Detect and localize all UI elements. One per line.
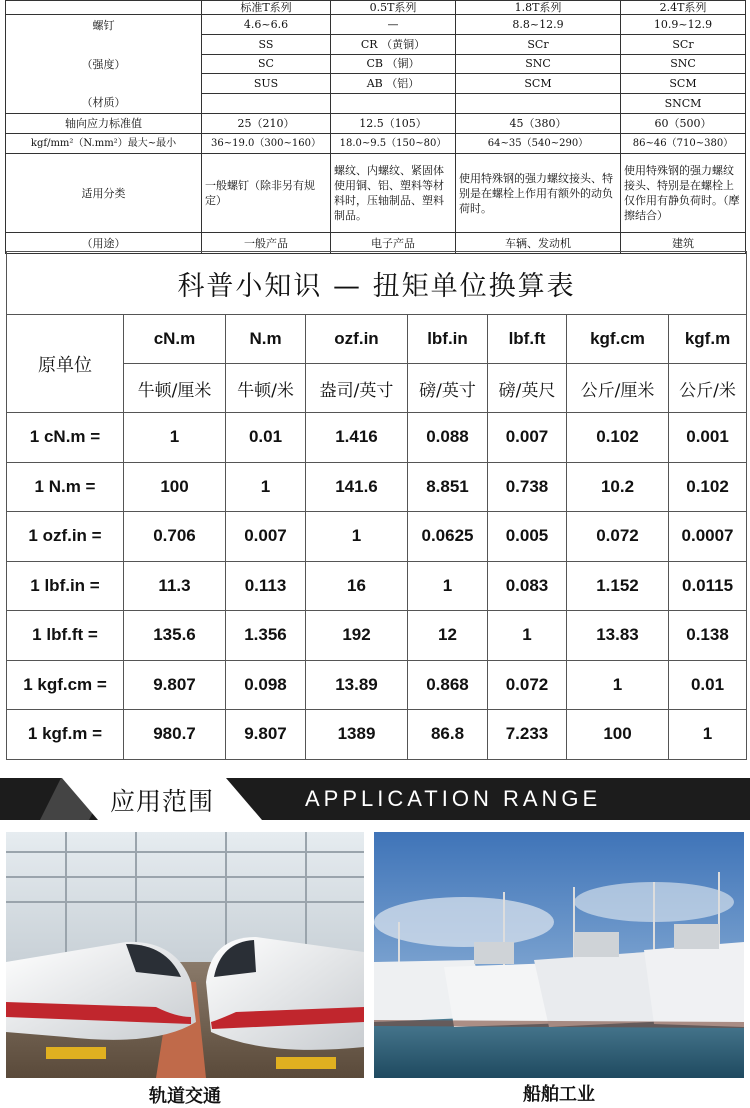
- strength-label: （强度）: [81, 57, 126, 71]
- value-cell: 1: [408, 561, 488, 611]
- unit-header: cN.m: [124, 315, 226, 364]
- photo-caption: 船舶工业: [523, 1084, 595, 1105]
- value-cell: 100: [567, 710, 669, 760]
- value-cell: 1: [306, 512, 408, 562]
- value-cell: 12: [408, 611, 488, 661]
- value-cell: 0.01: [669, 660, 747, 710]
- value-cell: 9.807: [124, 660, 226, 710]
- axial-cell: 12.5（105）: [331, 114, 456, 134]
- application-cell: 一般螺钉（除非另有规定）: [202, 154, 331, 233]
- unit-header: ozf.in: [306, 315, 408, 364]
- header-cell: 0.5T系列: [331, 1, 456, 15]
- value-cell: 11.3: [124, 561, 226, 611]
- unit-header-cn: 公斤/米: [669, 364, 747, 413]
- row-label: 1 N.m =: [7, 462, 124, 512]
- axial-label: 轴向应力标准值: [6, 114, 202, 134]
- value-cell: 1.356: [226, 611, 306, 661]
- train-photo: [6, 832, 364, 1078]
- material-cell: CR （黄铜）: [331, 34, 456, 54]
- material-cell: SNC: [456, 54, 621, 74]
- value-cell: 0.0625: [408, 512, 488, 562]
- value-cell: 0.102: [567, 413, 669, 463]
- value-cell: 0.138: [669, 611, 747, 661]
- value-cell: 0.083: [488, 561, 567, 611]
- value-cell: 1.152: [567, 561, 669, 611]
- use-label: （用途）: [6, 233, 202, 254]
- axial-cell: 45（380）: [456, 114, 621, 134]
- value-cell: 0.007: [226, 512, 306, 562]
- unit-header-cn: 牛顿/厘米: [124, 364, 226, 413]
- application-range-banner: [0, 778, 750, 820]
- table-row: [7, 710, 747, 760]
- banner-title-cn: 应用范围: [110, 787, 215, 816]
- value-cell: 141.6: [306, 462, 408, 512]
- material-cell: SCM: [456, 74, 621, 94]
- material-cell: [331, 94, 456, 114]
- value-cell: 100: [124, 462, 226, 512]
- row-label: 1 cN.m =: [7, 413, 124, 463]
- material-cell: SNCM: [621, 94, 746, 114]
- value-cell: 8.851: [408, 462, 488, 512]
- material-label: （材质）: [81, 96, 126, 109]
- unit-header: lbf.in: [408, 315, 488, 364]
- grade-cell: —: [331, 15, 456, 35]
- grade-table: [5, 0, 746, 254]
- photo-caption: 轨道交通: [149, 1086, 221, 1107]
- value-cell: 13.89: [306, 660, 408, 710]
- unit-header-cn: 公斤/厘米: [567, 364, 669, 413]
- value-cell: 0.706: [124, 512, 226, 562]
- table-row: [7, 611, 747, 661]
- header-cell: 2.4T系列: [621, 1, 746, 15]
- row-label: 1 kgf.cm =: [7, 660, 124, 710]
- grade-cell: 10.9~12.9: [621, 15, 746, 35]
- material-cell: AB （铝）: [331, 74, 456, 94]
- unit-header: kgf.cm: [567, 315, 669, 364]
- material-cell: SNC: [621, 54, 746, 74]
- value-cell: 0.005: [488, 512, 567, 562]
- material-cell: CB （铜）: [331, 54, 456, 74]
- table-row: [7, 512, 747, 562]
- value-cell: 16: [306, 561, 408, 611]
- screw-label: 螺钉: [92, 19, 115, 32]
- value-cell: 135.6: [124, 611, 226, 661]
- material-cell: SS: [202, 34, 331, 54]
- kgf-cell: 18.0~9.5（150~80）: [331, 134, 456, 154]
- unit-header: lbf.ft: [488, 315, 567, 364]
- material-cell: [202, 94, 331, 114]
- application-cell: 螺纹、内螺纹、紧固体使用铜、铝、塑料等材料时，压轴制品、塑料制品。: [331, 154, 456, 233]
- material-cell: SCr: [456, 34, 621, 54]
- grade-cell: 8.8~12.9: [456, 15, 621, 35]
- value-cell: 0.001: [669, 413, 747, 463]
- value-cell: 0.0115: [669, 561, 747, 611]
- value-cell: 7.233: [488, 710, 567, 760]
- row-label: 1 ozf.in =: [7, 512, 124, 562]
- value-cell: 10.2: [567, 462, 669, 512]
- value-cell: 0.098: [226, 660, 306, 710]
- table-row: [7, 462, 747, 512]
- use-cell: 建筑: [621, 233, 746, 254]
- value-cell: 1: [124, 413, 226, 463]
- axial-cell: 60（500）: [621, 114, 746, 134]
- value-cell: 1: [226, 462, 306, 512]
- value-cell: 0.102: [669, 462, 747, 512]
- use-cell: 一般产品: [202, 233, 331, 254]
- value-cell: 1.416: [306, 413, 408, 463]
- material-cell: SCr: [621, 34, 746, 54]
- value-cell: 9.807: [226, 710, 306, 760]
- use-cell: 电子产品: [331, 233, 456, 254]
- header-cell: 标准T系列: [202, 1, 331, 15]
- value-cell: 0.072: [567, 512, 669, 562]
- original-unit-label: 原单位: [7, 315, 124, 413]
- material-cell: SCM: [621, 74, 746, 94]
- value-cell: 0.868: [408, 660, 488, 710]
- kgf-label: kgf/mm²（N.mm²）最大~最小: [6, 134, 202, 154]
- unit-header-cn: 牛顿/米: [226, 364, 306, 413]
- torque-table: [6, 251, 747, 760]
- value-cell: 1389: [306, 710, 408, 760]
- grade-cell: 4.6~6.6: [202, 15, 331, 35]
- torque-table-title: 科普小知识 — 扭矩单位换算表: [7, 252, 747, 315]
- header-blank: [6, 1, 202, 15]
- unit-header: kgf.m: [669, 315, 747, 364]
- row-label: 1 lbf.ft =: [7, 611, 124, 661]
- value-cell: 0.072: [488, 660, 567, 710]
- torque-conversion-table: [6, 251, 746, 763]
- table-row: [7, 660, 747, 710]
- value-cell: 0.738: [488, 462, 567, 512]
- unit-header-cn: 磅/英寸: [408, 364, 488, 413]
- row-label: 1 kgf.m =: [7, 710, 124, 760]
- banner-title-en: APPLICATION RANGE: [305, 786, 602, 811]
- material-cell: SC: [202, 54, 331, 74]
- row-label: 1 lbf.in =: [7, 561, 124, 611]
- value-cell: 1: [669, 710, 747, 760]
- value-cell: 0.007: [488, 413, 567, 463]
- value-cell: 1: [567, 660, 669, 710]
- axial-cell: 25（210）: [202, 114, 331, 134]
- material-cell: [456, 94, 621, 114]
- application-label: 适用分类: [6, 154, 202, 233]
- value-cell: 86.8: [408, 710, 488, 760]
- kgf-cell: 36~19.0（300~160）: [202, 134, 331, 154]
- table-row: [7, 561, 747, 611]
- ship-photo: [374, 832, 744, 1078]
- value-cell: 0.0007: [669, 512, 747, 562]
- kgf-cell: 64~35（540~290）: [456, 134, 621, 154]
- application-cell: 使用特殊钢的强力螺纹接头、特别是在螺栓上作用有额外的动负荷时。: [456, 154, 621, 233]
- value-cell: 1: [488, 611, 567, 661]
- screw-label-cell: [6, 15, 202, 114]
- unit-header-cn: 盎司/英寸: [306, 364, 408, 413]
- table-row: [7, 413, 747, 463]
- value-cell: 0.088: [408, 413, 488, 463]
- unit-header-cn: 磅/英尺: [488, 364, 567, 413]
- use-cell: 车辆、发动机: [456, 233, 621, 254]
- value-cell: 0.113: [226, 561, 306, 611]
- value-cell: 13.83: [567, 611, 669, 661]
- value-cell: 0.01: [226, 413, 306, 463]
- kgf-cell: 86~46（710~380）: [621, 134, 746, 154]
- header-cell: 1.8T系列: [456, 1, 621, 15]
- bolt-grade-table: [5, 0, 745, 250]
- value-cell: 980.7: [124, 710, 226, 760]
- unit-header: N.m: [226, 315, 306, 364]
- value-cell: 192: [306, 611, 408, 661]
- material-cell: SUS: [202, 74, 331, 94]
- application-cell: 使用特殊钢的强力螺纹接头、特别是在螺栓上仅作用有静负荷时。（摩擦结合）: [621, 154, 746, 233]
